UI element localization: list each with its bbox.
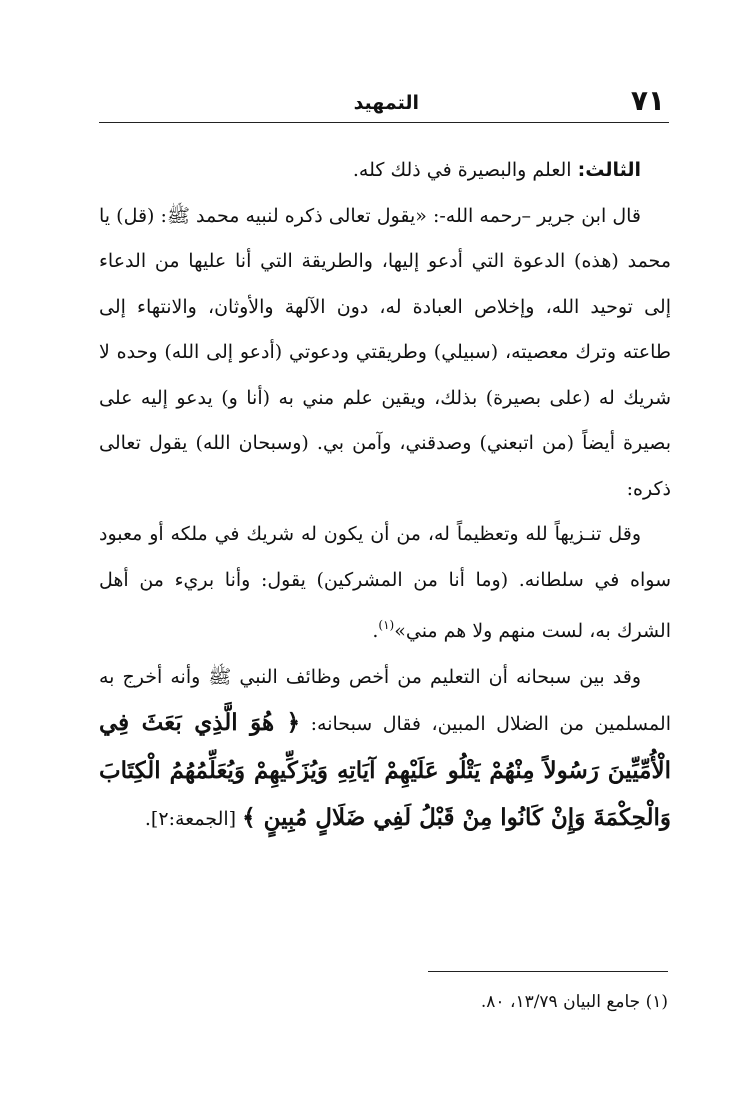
paragraph-prophet-teaching bbox=[99, 655, 671, 843]
tanzih-text: وقل تنـزيهاً لله وتعظيماً له، من أن يكون له شريك في ملكه أو معبود سواه في سلطانه. (وما أنا من المشركين) يقول: وأنا بريء من أهل الشرك به، لست منهم ولا هم مني» bbox=[99, 523, 671, 642]
third-point-label: الثالث: bbox=[577, 159, 641, 181]
paragraph-ibn-jarir-quote: قال ابن جرير –رحمه الله-: «يقول تعالى ذكره لنبيه محمد ﷺ: (قل) يا محمد (هذه) الدعوة التي أدعو إليها، والطريقة التي أنا عليها من الدعاء إلى توحيد الله، وإخلاص العبادة له، دون الآلهة والأوثان، والانتهاء إلى طاعته وترك معصيته، (سبيلي) وطريقتي ودعوتي (أدعو إلى الله) وحده لا شريك له (على بصيرة) بذلك، ويقين علم مني به (أنا و) يدعو إليه على بصيرة أيضاً (من اتبعني) وصدقني، وآمن بي. (وسبحان الله) يقول تعالى ذكره: bbox=[99, 204, 671, 500]
teaching-text: وقد بين سبحانه أن التعليم من أخص وظائف النبي ﷺ وأنه أخرج به المسلمين من الضلال المبين، فقال سبحانه: bbox=[99, 665, 671, 735]
quran-verse: ﴿ هُوَ الَّذِي بَعَثَ فِي الْأُمِّيِّينَ رَسُولاً مِنْهُمْ يَتْلُو عَلَيْهِمْ آيَاتِهِ وَيُزَكِّيهِمْ وَيُعَلِّمُهُمُ الْكِتَابَ وَالْحِكْمَةَ وَإِنْ كَانُوا مِنْ قَبْلُ لَفِي ضَلَالٍ مُبِينٍ ﴾ bbox=[99, 709, 671, 831]
main-text bbox=[99, 148, 671, 843]
third-point-text: العلم والبصيرة في ذلك كله. bbox=[352, 159, 578, 181]
running-title: التمهيد bbox=[353, 92, 419, 114]
footnote-ref: (١) bbox=[378, 618, 395, 632]
page-number: ٧١ bbox=[630, 84, 665, 117]
tanzih-end: . bbox=[372, 620, 379, 642]
paragraph-third-point bbox=[99, 148, 671, 194]
verse-citation: [الجمعة:٢]. bbox=[144, 808, 243, 830]
footnote: (١) جامع البيان ١٣/٧٩، ٨٠. bbox=[480, 992, 668, 1012]
footnote-separator bbox=[428, 971, 668, 972]
paragraph-tanzih bbox=[99, 512, 671, 655]
page-header bbox=[99, 84, 669, 123]
